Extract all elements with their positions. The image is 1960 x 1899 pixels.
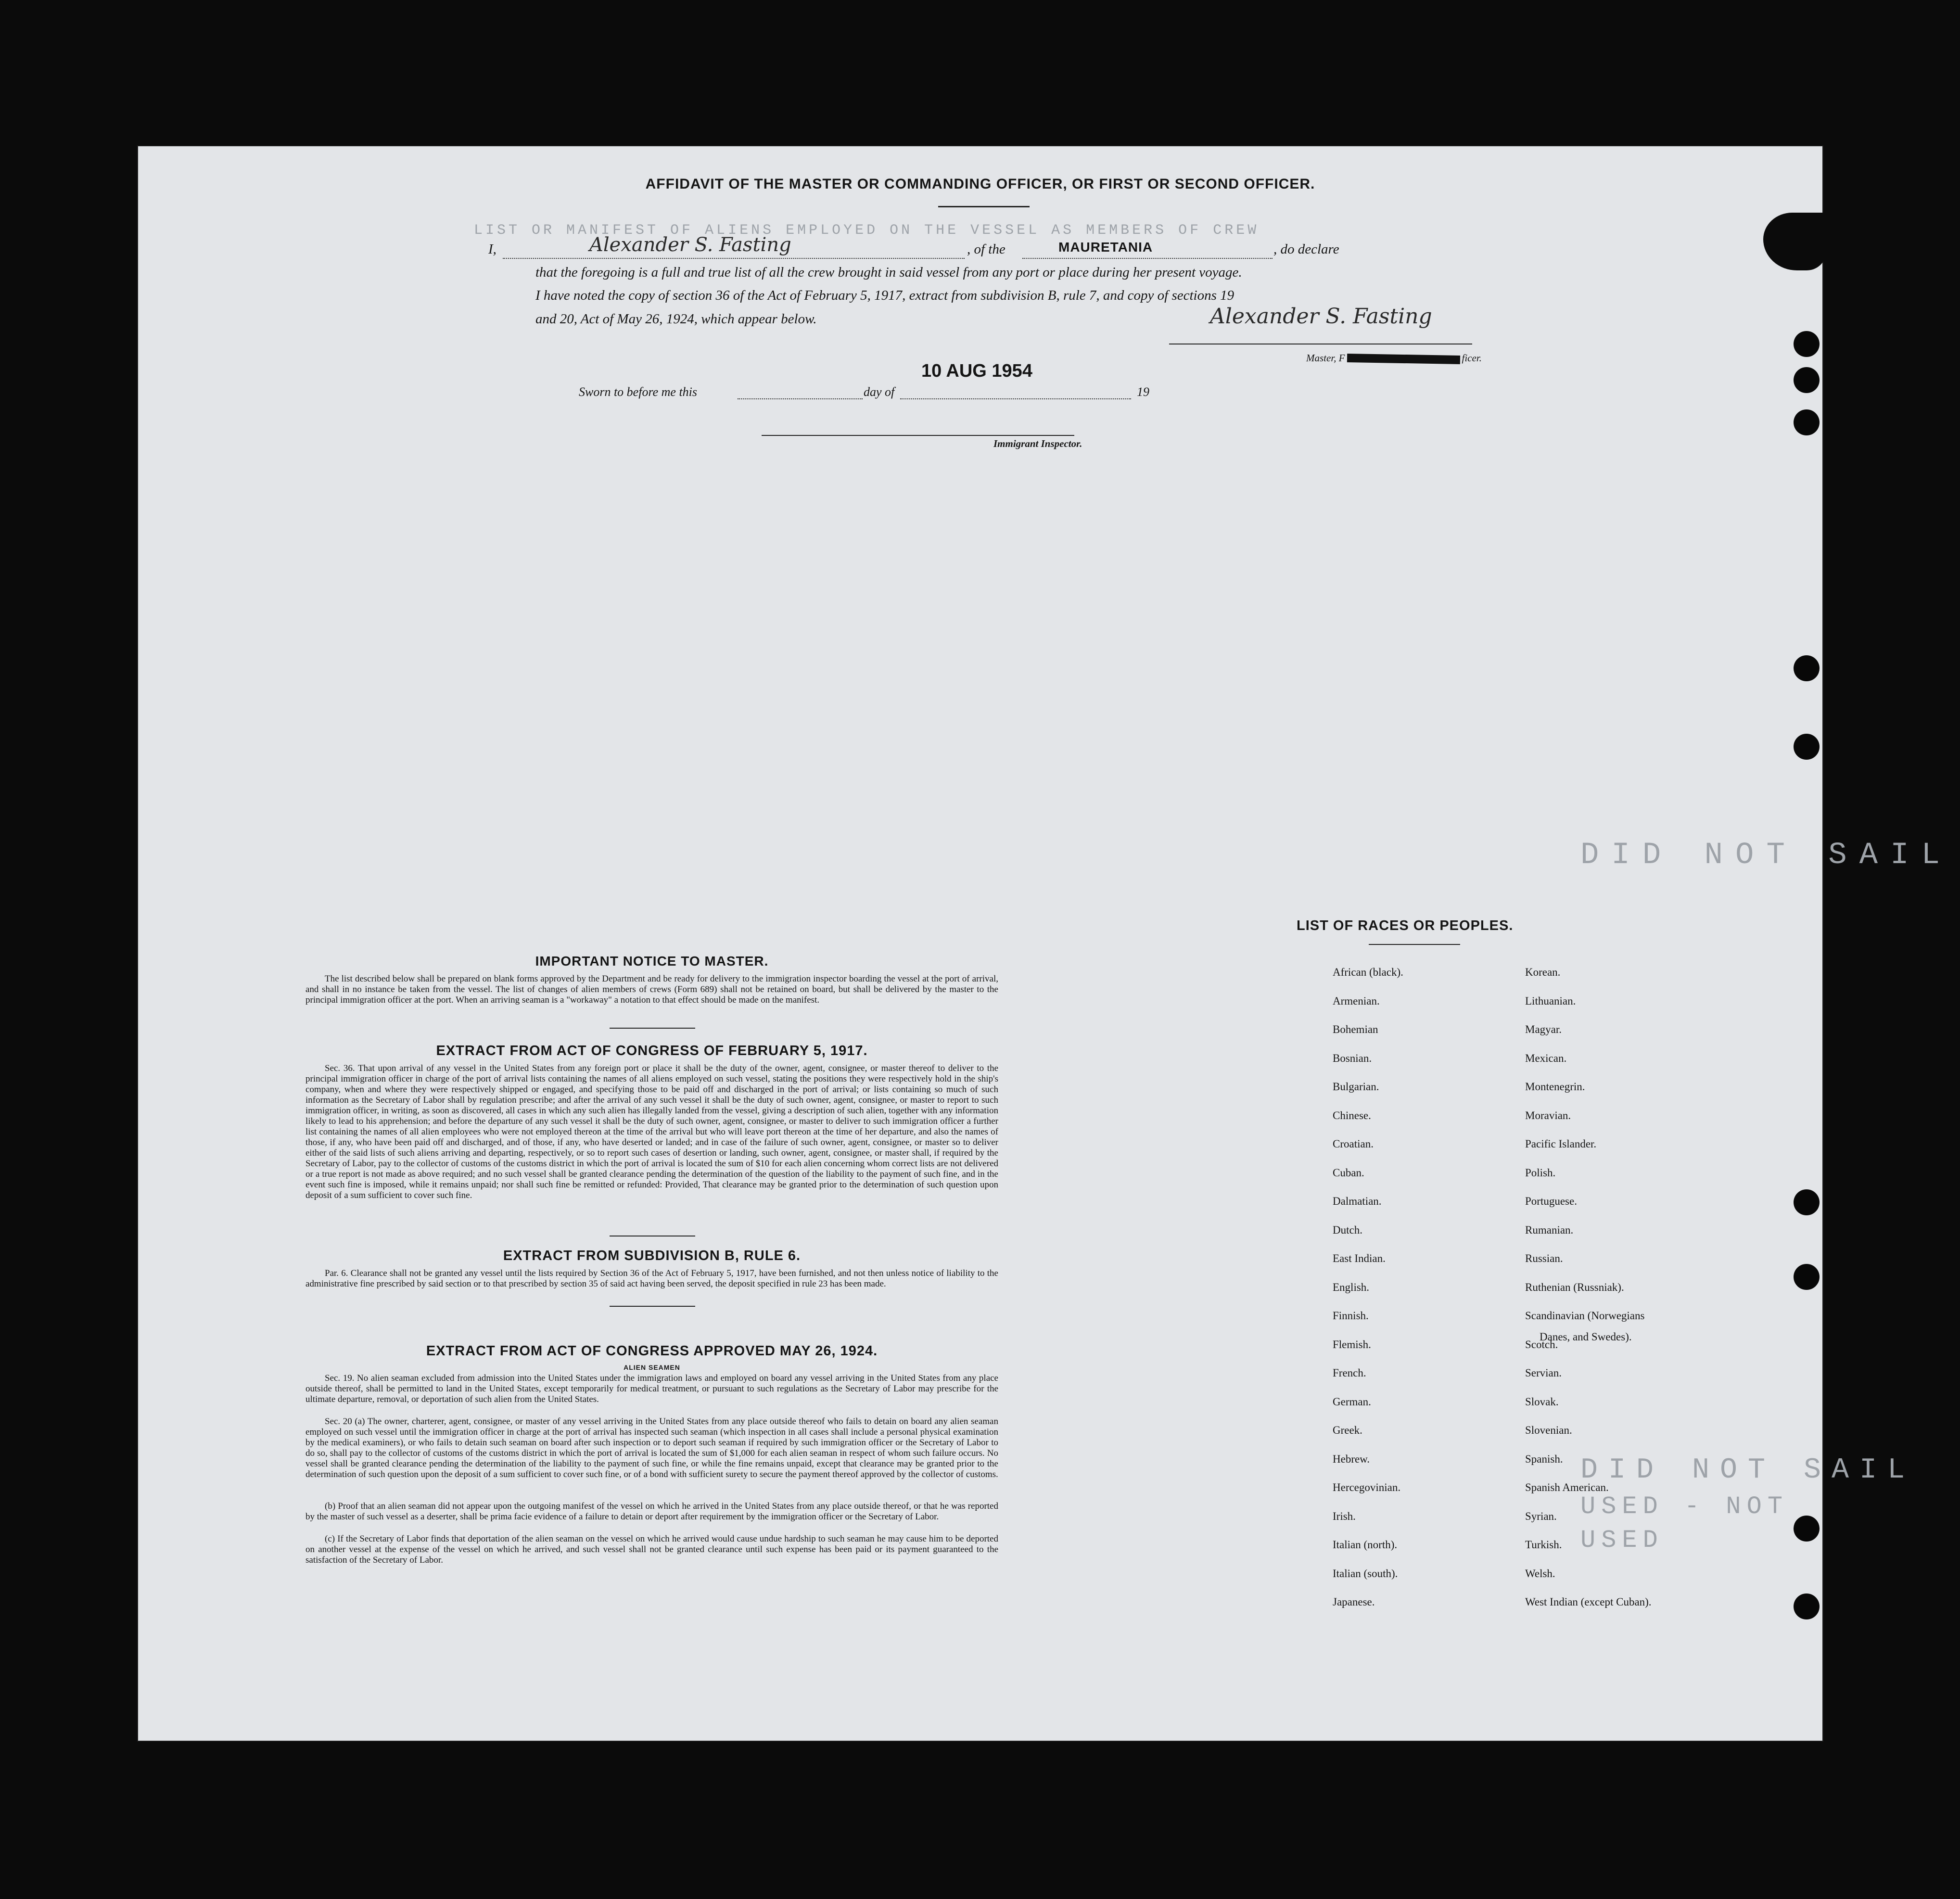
notice-body: The list described below shall be prepared on blank forms approved by the Department and be ready for delivery to the immigration inspector boarding the vessel at the port of arrival, and shall in no instance be taken from the vessel. The list of changes of alien members of crews (Form 689) shall not be retained on board, but shall be delivered by the master to the principal immigration officer at the port. When an arriving seaman is a "workaway" a notation to that effect should be made on the manifest. [305, 974, 998, 1005]
extract-1924-subtitle: ALIEN SEAMEN [624, 1364, 680, 1371]
race-item: Cuban. [1333, 1166, 1364, 1179]
bleed-through-stamp: DID NOT SAIL [1580, 838, 1952, 873]
torn-corner [1763, 213, 1826, 270]
bleed-through-stamp: USED [1580, 1526, 1664, 1555]
race-item: Korean. [1525, 966, 1561, 978]
affidavit-of-the: , of the [967, 242, 1005, 257]
divider [938, 206, 1030, 207]
race-item: Moravian. [1525, 1109, 1571, 1122]
race-item-continuation: Danes, and Swedes). [1540, 1331, 1632, 1343]
master-signature: Alexander S. Fasting [589, 234, 791, 256]
vessel-blank [1022, 258, 1273, 259]
race-item: Montenegrin. [1525, 1081, 1585, 1093]
affidavit-line-2: that the foregoing is a full and true list of all the crew brought in said vessel from any port or place during her present voyage. [535, 265, 1242, 280]
extract-1917-title: EXTRACT FROM ACT OF CONGRESS OF FEBRUARY 5, 1917. [436, 1043, 868, 1058]
punch-hole [1794, 1516, 1820, 1542]
sworn-text: Sworn to before me this [579, 385, 698, 399]
signature-blank [503, 258, 965, 259]
affidavit-do-declare: , do declare [1273, 242, 1339, 257]
race-item: Scandinavian (Norwegians [1525, 1310, 1645, 1322]
race-item: Dutch. [1333, 1224, 1362, 1236]
divider [610, 1028, 695, 1029]
document-page [137, 145, 1952, 1742]
extract-1917-body: Sec. 36. That upon arrival of any vessel in the United States from any foreign port or place it shall be the duty of the owner, agent, consignee, or master thereof to deliver to the principal immigration officer in charge of the port of arrival lists containing the names of all aliens employed on such vessel, stating the positions they were respectively hold in the ship's company, when and where they were respectively shipped or engaged, and specifying those to be paid off and discharged in the port of arrival; or lists containing so much of such information as the Secretary of Labor shall by regulation prescribe; and after the arrival of any such vessel it shall be the duty of such owner, agent, consignee, or master to report to such immigration officer, in writing, as soon as discovered, all cases in which any such alien has illegally landed from the vessel, giving a description of such alien, together with any information likely to lead to his apprehension; and before the departure of any such vessel it shall be the duty of such owner, agent, consignee, or master to deliver to such immigration officer a further list containing the names of all alien employees who were not employed thereon at the time of the arrival but who will leave port thereon at the time of her departure, and also the names of those, if any, who have been paid off and discharged, and of those, if any, who have deserted or landed; and in case of the failure of such owner, agent, consignee, or master so to deliver either of the said lists of such aliens arriving and departing, respectively, or so to report such cases of desertion or landing, such owner, agent, consignee, or master shall, if required by the Secretary of Labor, pay to the collector of customs of the customs district in which the port of arrival is located the sum of $10 for each alien concerning whom correct lists are not delivered or a true report is not made as above required; and no such vessel shall be granted clearance pending the determination of the question of the liability to the payment of such fine, and in the event such fine is imposed, while it remains unpaid; nor shall such fine be remitted or refunded: Provided, That clearance may be granted prior to the determination of such question upon deposit of a sum sufficient to cover such fine. [305, 1063, 998, 1200]
race-item: East Indian. [1333, 1252, 1386, 1264]
divider [1369, 944, 1460, 945]
race-item: Portuguese. [1525, 1195, 1577, 1207]
race-item: Hercegovinian. [1333, 1481, 1401, 1493]
month-blank [900, 398, 1131, 399]
affidavit-line-1 [488, 234, 1609, 261]
signature-title [1306, 352, 1482, 364]
punch-hole [1794, 331, 1820, 357]
date-stamp: 10 AUG 1954 [921, 361, 1032, 381]
sworn-year: 19 [1137, 385, 1149, 399]
punch-hole [1794, 655, 1820, 681]
race-item: Welsh. [1525, 1567, 1555, 1580]
subdivision-body: Par. 6. Clearance shall not be granted any vessel until the lists required by Section 36 of the Act of February 5, 1917, have been furnished, and not then unless notice of liability to the administrative fine prescribed by said section or to that prescribed by section 35 of said act having been served, the deposit specified in rule 23 has been made. [305, 1268, 998, 1289]
race-item: Italian (south). [1333, 1567, 1398, 1580]
race-item: German. [1333, 1395, 1371, 1408]
redaction-mark [1347, 354, 1460, 364]
inspector-line [762, 435, 1074, 436]
subdivision-title: EXTRACT FROM SUBDIVISION B, RULE 6. [503, 1248, 801, 1263]
affidavit-title: AFFIDAVIT OF THE MASTER OR COMMANDING OFFICER, OR FIRST OR SECOND OFFICER. [645, 176, 1315, 192]
race-item: Turkish. [1525, 1539, 1562, 1551]
race-item: Slovenian. [1525, 1424, 1572, 1436]
day-blank [738, 398, 863, 399]
notice-title: IMPORTANT NOTICE TO MASTER. [535, 954, 769, 969]
race-item: Greek. [1333, 1424, 1362, 1436]
sworn-line [579, 385, 1233, 404]
inspector-label: Immigrant Inspector. [993, 438, 1082, 449]
race-item: Servian. [1525, 1367, 1562, 1379]
race-item: Polish. [1525, 1166, 1556, 1179]
race-item: English. [1333, 1281, 1370, 1293]
race-item: French. [1333, 1367, 1366, 1379]
vessel-name: MAURETANIA [1058, 240, 1153, 255]
punch-hole [1794, 734, 1820, 760]
races-title: LIST OF RACES OR PEOPLES. [1297, 918, 1514, 933]
extract-1924-section-20b: (b) Proof that an alien seaman did not appear upon the outgoing manifest of the vessel on which he arrived in the United States from any place outside thereof, or that he was reported by the master of such vessel as a deserter, shall be prima facie evidence of a failure to detain or deport after requirement by the immigration officer or the Secretary of Labor. [305, 1501, 998, 1522]
race-item: Bulgarian. [1333, 1081, 1379, 1093]
signature-title-start: Master, F [1306, 352, 1345, 364]
extract-1924-section-20c: (c) If the Secretary of Labor finds that deportation of the alien seaman on the vessel on which he arrived would cause undue hardship to such seaman he may cause him to be deported on another vessel at the expense of the vessel on which he arrived, and such vessel shall not be granted clearance until such expense has been paid or its payment guaranteed to the satisfaction of the Secretary of Labor. [305, 1534, 998, 1565]
race-item: Bosnian. [1333, 1052, 1372, 1064]
sworn-day-of: day of [864, 385, 895, 399]
punch-hole [1794, 409, 1820, 435]
punch-hole [1794, 1264, 1820, 1290]
race-item: Rumanian. [1525, 1224, 1574, 1236]
race-item: Spanish. [1525, 1453, 1563, 1465]
race-item: Pacific Islander. [1525, 1138, 1597, 1150]
punch-hole [1794, 1593, 1820, 1619]
race-item: Hebrew. [1333, 1453, 1370, 1465]
punch-hole [1794, 1189, 1820, 1215]
race-item: Finnish. [1333, 1310, 1369, 1322]
race-item: Flemish. [1333, 1338, 1371, 1351]
race-item: Irish. [1333, 1510, 1356, 1522]
affidavit-line-3: I have noted the copy of section 36 of the Act of February 5, 1917, extract from subdivision B, rule 7, and copy of sections 19 [535, 288, 1235, 303]
race-item: Russian. [1525, 1252, 1563, 1264]
bleed-through-stamp: USED - NOT [1580, 1492, 1789, 1521]
extract-1924-section-19: Sec. 19. No alien seaman excluded from admission into the United States under the immigration laws and employed on board any vessel arriving in the United States from any place outside thereof, shall be permitted to land in the United States, except temporarily for medical treatment, or pursuant to such regulations as the Secretary of Labor may prescribe for the ultimate departure, removal, or deportation of such alien from the United States. [305, 1373, 998, 1404]
race-item: Dalmatian. [1333, 1195, 1382, 1207]
race-item: Lithuanian. [1525, 994, 1576, 1007]
affidavit-i: I, [488, 242, 496, 257]
race-item: Syrian. [1525, 1510, 1557, 1522]
bleed-through-header: LIST OR MANIFEST OF ALIENS EMPLOYED ON THE VESSEL AS MEMBERS OF CREW [474, 222, 1260, 239]
extract-1924-section-20a: Sec. 20 (a) The owner, charterer, agent, consignee, or master of any vessel arriving in the United States from any place outside thereof who fails to detain on board any alien seaman employed on such vessel until the immigration officer in charge at the port of arrival has inspected such seaman (which inspection in all cases shall include a personal physical examination by the medical examiners), or who fails to detain such seaman on board after such inspection or to deport such seaman if required by such immigration officer or the Secretary of Labor to do so, shall pay to the collector of customs of the customs district in which the port of arrival is located the sum of $1,000 for each alien seaman in respect of whom such failure occurs. No vessel shall be granted clearance pending the determination of the liability to the payment of such fine, or while the fine remains unpaid, except that clearance may be granted prior to the determination of such question upon the deposit of a sum sufficient to cover such fine, or of a bond with sufficient surety to secure the payment thereof approved by the collector of customs. [305, 1416, 998, 1479]
race-item: Slovak. [1525, 1395, 1559, 1408]
punch-hole [1794, 367, 1820, 393]
affidavit-line-4: and 20, Act of May 26, 1924, which appear below. [535, 311, 817, 327]
divider [610, 1306, 695, 1307]
race-item: Japanese. [1333, 1596, 1375, 1608]
race-item: Magyar. [1525, 1023, 1562, 1035]
race-item: Croatian. [1333, 1138, 1374, 1150]
race-item: Armenian. [1333, 994, 1380, 1007]
race-item: Italian (north). [1333, 1539, 1398, 1551]
race-item: Scotch. [1525, 1338, 1558, 1351]
extract-1924-title: EXTRACT FROM ACT OF CONGRESS APPROVED MAY 26, 1924. [426, 1343, 878, 1359]
race-item: Spanish American. [1525, 1481, 1609, 1493]
race-item: African (black). [1333, 966, 1403, 978]
signature-title-end: ficer. [1462, 352, 1482, 364]
race-item: West Indian (except Cuban). [1525, 1596, 1652, 1608]
bleed-through-stamp: DID NOT SAIL [1580, 1454, 1916, 1487]
race-item: Ruthenian (Russniak). [1525, 1281, 1624, 1293]
race-item: Bohemian [1333, 1023, 1378, 1035]
race-item: Chinese. [1333, 1109, 1371, 1122]
master-signature-2: Alexander S. Fasting [1210, 304, 1432, 329]
race-item: Mexican. [1525, 1052, 1567, 1064]
